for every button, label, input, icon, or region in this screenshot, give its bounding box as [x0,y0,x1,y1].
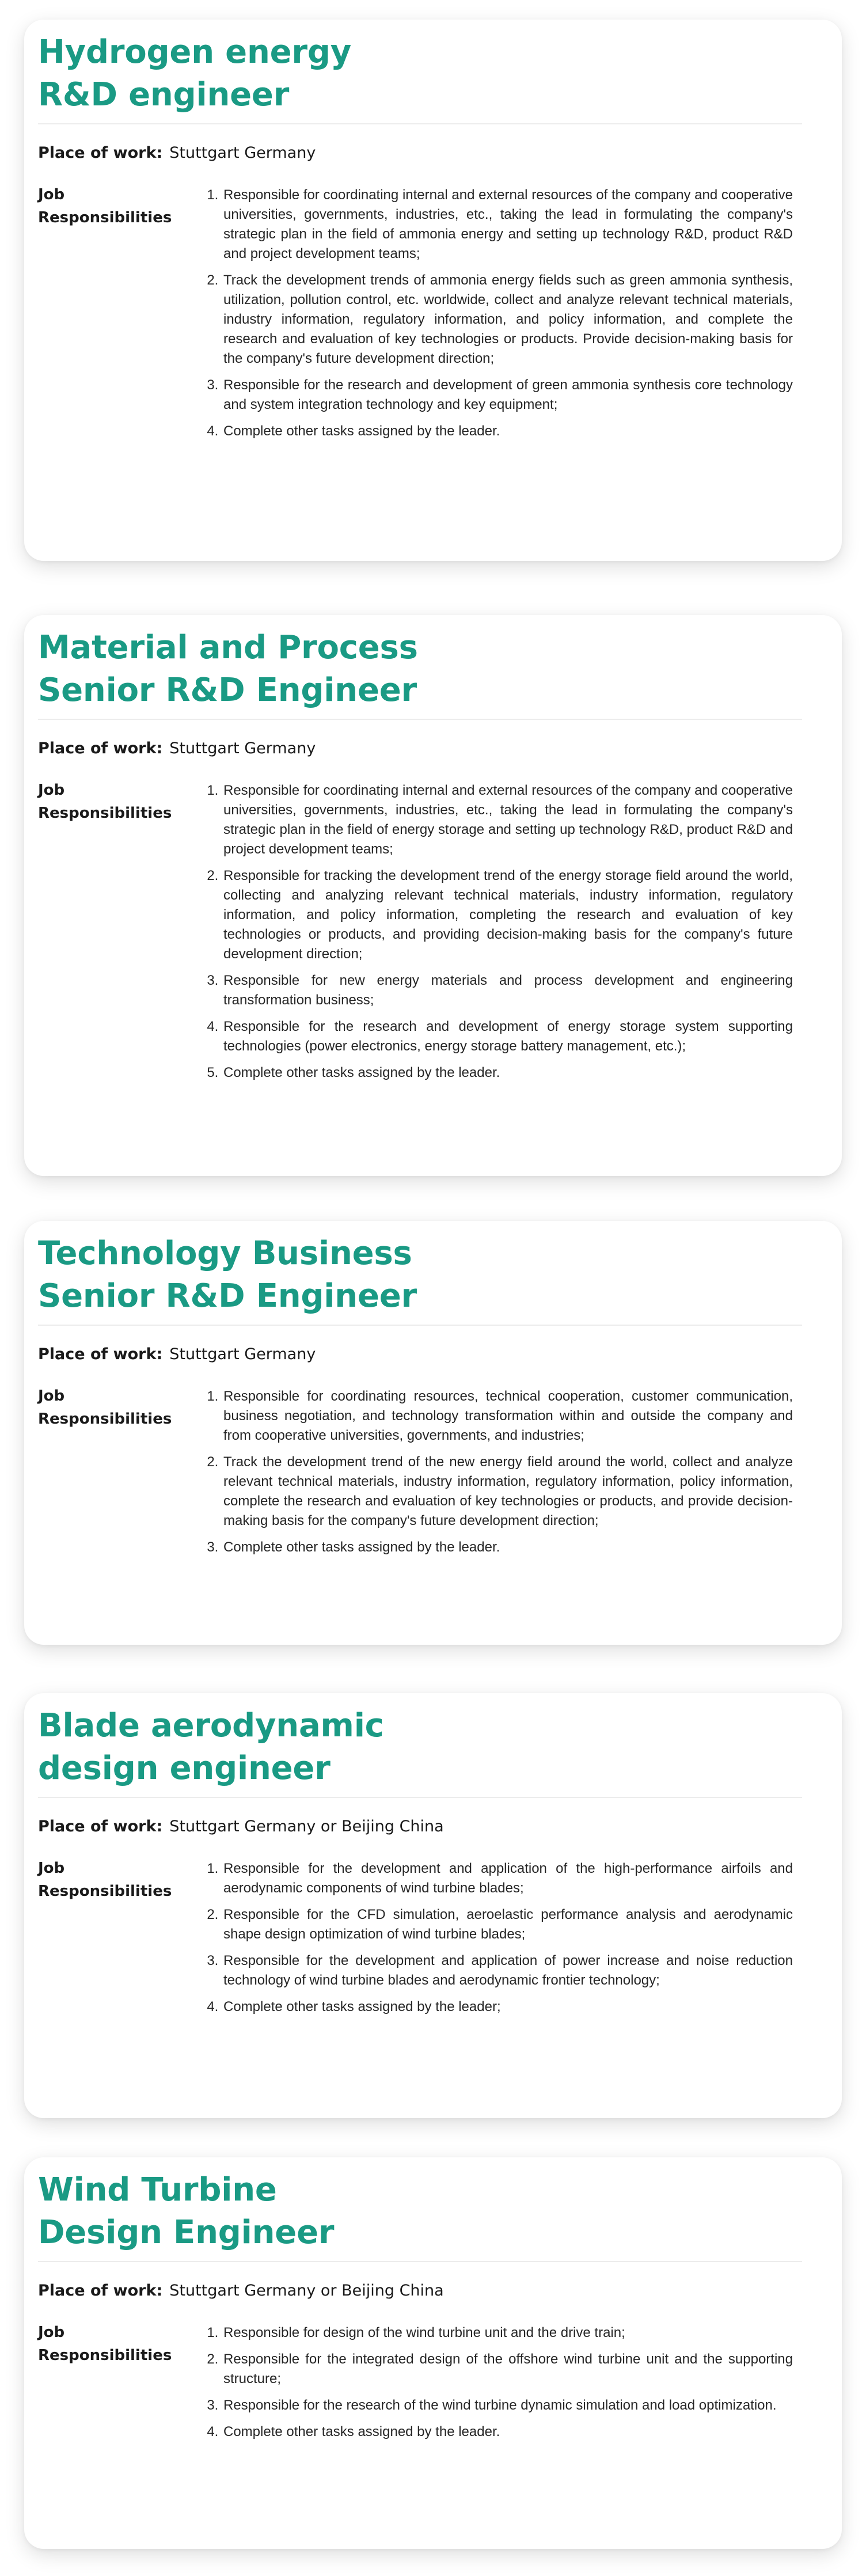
place-value: Stuttgart Germany or Beijing China [169,2282,444,2300]
job-card [24,615,842,1176]
job-responsibilities [38,2323,826,2449]
duty-list [199,781,793,1090]
place-of-work [38,737,826,760]
job-responsibilities [38,185,826,448]
divider [38,123,802,124]
place-value: Stuttgart Germany [169,739,316,757]
duty-item: 3. Responsible for new energy materials and process development and engineering transformation business; [222,971,793,1010]
duty-list [199,185,793,448]
duty-item: 1. Responsible for coordinating internal and external resources of the company and cooperative universities, governments, industries, etc., taking the lead in formulating the company's strategic plan in the field of ammonia energy and setting up technology R&D, product R&D and project development teams; [222,185,793,264]
duty-item: 4. Responsible for the research and development of energy storage system supporting technologies (power electronics, energy storage battery management, etc.); [222,1017,793,1056]
job-responsibilities [38,1859,826,2024]
place-of-work [38,142,826,165]
job-title-line: Technology Business [38,1235,412,1272]
job-card [24,2157,842,2549]
job-title-line: Senior R&D Engineer [38,671,417,709]
job-responsibilities [38,1387,826,1564]
job-card [24,1693,842,2118]
duty-item: 1. Responsible for design of the wind turbine unit and the drive train; [222,2323,793,2343]
job-title-line: R&D engineer [38,76,290,113]
job-title [38,31,826,116]
duty-item: 3. Responsible for the research and development of green ammonia synthesis core technology and system integration technology and key equipment; [222,375,793,415]
job-title [38,1705,826,1790]
duty-list [199,2323,793,2449]
duty-item: 2. Responsible for the CFD simulation, aeroelastic performance analysis and aerodynamic shape design optimization of wind turbine blades; [222,1905,793,1944]
responsibilities-label: Job Responsibilities [38,781,172,822]
responsibilities-label: Job Responsibilities [38,1860,172,1900]
job-title-line: Senior R&D Engineer [38,1277,417,1315]
job-title [38,627,826,712]
place-of-work [38,1343,826,1366]
duty-item: 3. Responsible for the research of the wind turbine dynamic simulation and load optimization. [222,2396,793,2415]
place-label: Place of work: [38,144,163,162]
place-label: Place of work: [38,1345,163,1363]
duty-item: 4. Complete other tasks assigned by the leader. [222,422,793,441]
divider [38,719,802,720]
job-title-line: Hydrogen energy [38,33,352,71]
job-title-line: Material and Process [38,629,418,666]
job-responsibilities [38,781,826,1090]
place-of-work [38,2279,826,2302]
divider [38,1325,802,1326]
place-of-work [38,1815,826,1838]
place-value: Stuttgart Germany or Beijing China [169,1818,444,1835]
place-label: Place of work: [38,1818,163,1835]
duty-list [199,1387,793,1564]
place-value: Stuttgart Germany [169,144,316,162]
job-title-line: Wind Turbine [38,2171,277,2209]
duty-item: 1. Responsible for coordinating resources, technical cooperation, customer communication, business negotiation, and technology transformation within and outside the company and from cooperative universities, governments, and industries; [222,1387,793,1446]
duty-item: 2. Track the development trend of the new energy field around the world, collect and analyze relevant technical materials, industry information, regulatory information, policy information, complete the research and evaluation of key technologies or products, and provide decision-making basis for the company's future development direction; [222,1452,793,1531]
responsibilities-label: Job Responsibilities [38,2324,172,2364]
job-title-line: Design Engineer [38,2214,335,2251]
place-label: Place of work: [38,739,163,757]
duty-item: 4. Complete other tasks assigned by the leader. [222,2422,793,2442]
duty-item: 2. Responsible for tracking the development trend of the energy storage field around the world, collecting and analyzing relevant technical materials, industry information, regulatory information, and policy information, completing the research and evaluation of key technologies or products, and providing decision-making basis for the company's future development direction; [222,866,793,964]
duty-item: 2. Track the development trends of ammonia energy fields such as green ammonia synthesis, utilization, pollution control, etc. worldwide, collect and analyze relevant technical materials, industry information, regulatory information, and policy information, and complete the research and evaluation of key technologies or products. Provide decision-making basis for the company's future development direction; [222,271,793,369]
divider [38,2261,802,2262]
job-title [38,2169,826,2254]
job-title-line: design engineer [38,1750,331,1787]
duty-item: 1. Responsible for the development and application of the high-performance airfoils and aerodynamic components of wind turbine blades; [222,1859,793,1898]
responsibilities-label: Job Responsibilities [38,1387,172,1428]
duty-item: 2. Responsible for the integrated design of the offshore wind turbine unit and the supporting structure; [222,2350,793,2389]
job-title-line: Blade aerodynamic [38,1707,384,1744]
duty-item: 4. Complete other tasks assigned by the leader; [222,1997,793,2017]
place-label: Place of work: [38,2282,163,2300]
job-card [24,1221,842,1645]
duty-item: 3. Complete other tasks assigned by the leader. [222,1538,793,1557]
responsibilities-label: Job Responsibilities [38,186,172,226]
duty-item: 5. Complete other tasks assigned by the leader. [222,1063,793,1083]
place-value: Stuttgart Germany [169,1345,316,1363]
duty-item: 3. Responsible for the development and application of power increase and noise reduction technology of wind turbine blades and aerodynamic frontier technology; [222,1951,793,1990]
job-card [24,20,842,561]
duty-item: 1. Responsible for coordinating internal and external resources of the company and cooperative universities, governments, industries, etc., taking the lead in formulating the company's strategic plan in the field of energy storage and setting up technology R&D, product R&D and project development teams; [222,781,793,859]
duty-list [199,1859,793,2024]
divider [38,1797,802,1798]
job-title [38,1232,826,1318]
